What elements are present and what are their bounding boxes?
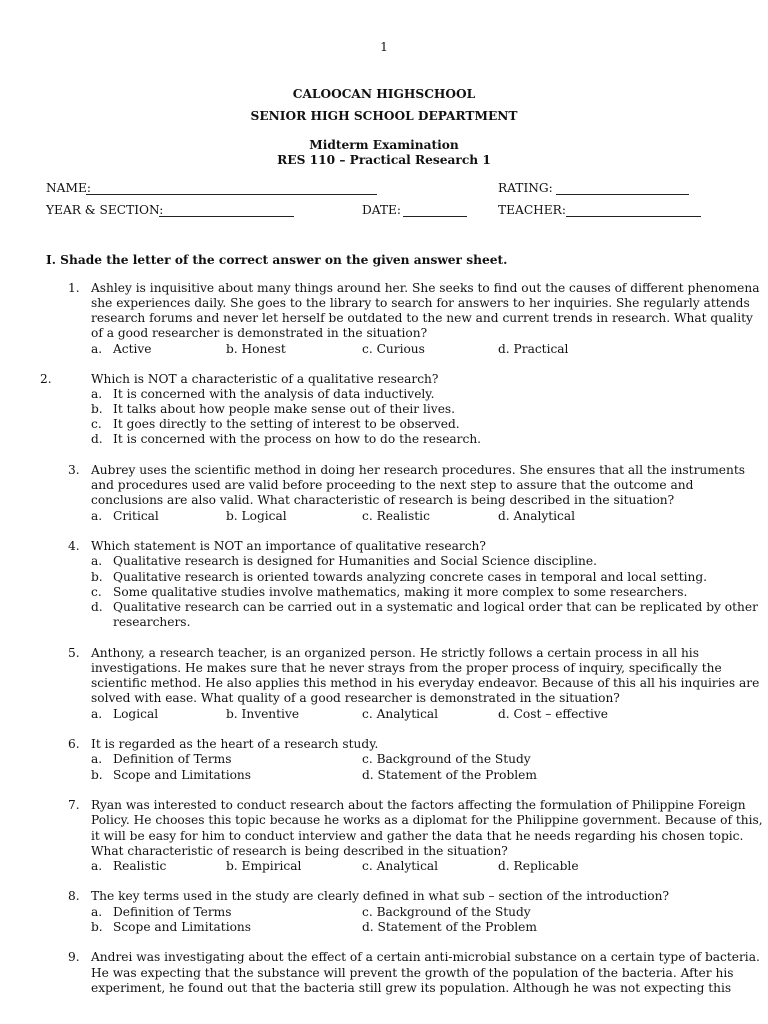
- date-label: DATE:: [362, 203, 402, 217]
- option-d: d. Analytical: [498, 509, 576, 523]
- option-b: It talks about how people make sense out of their lives.: [113, 402, 456, 416]
- option-a: Logical: [113, 707, 159, 721]
- option-d: d. Practical: [498, 342, 569, 356]
- exam-title: Midterm Examination: [309, 138, 459, 152]
- option-letter: a.: [91, 509, 103, 523]
- option-c: Some qualitative studies involve mathematics, making it more complex to some researchers.: [113, 585, 688, 599]
- department-name: SENIOR HIGH SCHOOL DEPARTMENT: [250, 109, 518, 123]
- option-a: Qualitative research is designed for Humanities and Social Science discipline.: [113, 554, 597, 568]
- option-d: It is concerned with the process on how to do the research.: [113, 432, 482, 446]
- option-d: d. Statement of the Problem: [362, 920, 537, 934]
- option-c: c. Realistic: [362, 509, 430, 523]
- teacher-label: TEACHER:: [498, 203, 566, 217]
- teacher-line[interactable]: [566, 216, 701, 217]
- option-a: It is concerned with the analysis of data inductively.: [113, 387, 435, 401]
- option-d: Qualitative research can be carried out in a systematic and logical order that can be replicated by other: [113, 600, 758, 614]
- option-b: b. Logical: [226, 509, 287, 523]
- option-letter: a.: [91, 707, 103, 721]
- option-a: Critical: [113, 509, 159, 523]
- date-line[interactable]: [403, 216, 467, 217]
- year-section-line[interactable]: [159, 216, 294, 217]
- option-b: Scope and Limitations: [113, 920, 252, 934]
- option-b: Scope and Limitations: [113, 768, 252, 782]
- option-b: b. Inventive: [226, 707, 300, 721]
- option-b: b. Empirical: [226, 859, 302, 873]
- option-a: Active: [113, 342, 152, 356]
- page-number: 1: [380, 40, 388, 54]
- option-d-continued: researchers.: [113, 615, 191, 629]
- option-c: It goes directly to the setting of interest to be observed.: [113, 417, 460, 431]
- instruction: I. Shade the letter of the correct answer on the given answer sheet.: [46, 253, 508, 267]
- option-a: Definition of Terms: [113, 752, 232, 766]
- option-a: Definition of Terms: [113, 905, 232, 919]
- option-d: d. Statement of the Problem: [362, 768, 537, 782]
- option-letter: a.: [91, 859, 103, 873]
- option-c: c. Background of the Study: [362, 752, 531, 766]
- exam-page: 1 CALOOCAN HIGHSCHOOL SENIOR HIGH SCHOOL DEPARTMENT Midterm Examination RES 110 – Practical Research 1 NAME: RATING: YEAR & SECTION: DATE: TEACHER: I. Shade the letter of the correct answer on the given answer sheet. 1. Ashley is inquisitive about many things around her. She seeks to find out the causes of different phenomena she experiences daily. She goes to the library to search for answers to her inquiries. She regularly attends research forums and never let herself be outdated to the new and current trends in research. What quality of a good researcher is demonstrated in the situation? a. Active b. Honest c. Curious d. Practical 2. Which is NOT a characteristic of a qualitative research? a. It is concerned with the analysis of data inductively. b. It talks about how people make sense out of their lives. c. It goes directly to the setting of interest to be observed. d. It is concerned with the process on how to do the research. 3. Aubrey uses the scientific method in doing her research procedures. She ensures that all the instruments and procedures used are valid before proceeding to the next step to assure that the outcome and conclusions are also valid. What characteristic of research is being described in the situation? a. Critical b. Logical c. Realistic d. Analytical 4. Which statement is NOT an importance of qualitative research? a. Qualitative research is designed for Humanities and Social Science discipline. b. Qualitative research is oriented towards analyzing concrete cases in temporal and local setting. c. Some qualitative studies involve mathematics, making it more complex to some researchers. d. Qualitative research can be carried out in a systematic and logical order that can be replicated by other researchers. 5. Anthony, a research teacher, is an organized person. He strictly follows a certain process in all his investigations. He makes sure that he never strays from the proper process of inquiry, specifically the scientific method. He also applies this method in his everyday endeavor. Because of this all his inquiries are solved with ease. What quality of a good researcher is demonstrated in the situation? a. Logical b. Inventive c. Analytical d. Cost – effective 6. It is regarded as the heart of a research study. a. Definition of Terms c. Background of the Study b. Scope and Limitations d. Statement of the Problem 7. Ryan was interested to conduct research about the factors affecting the formulation of Philippine Foreign Policy. He chooses this topic because he works as a diplomat for the Philippine government. Because of this, it will be easy for him to conduct interview and gather the data that he needs regarding his chosen topic. What characteristic of research is being described in the situation? a. Realistic b. Empirical c. Analytical d. Replicable 8. The key terms used in the study are clearly defined in what sub – section of the introduction? a. Definition of Terms c. Background of the Study b. Scope and Limitations d. Statement of the Problem 9. Andrei was investigating about the effect of a certain anti-microbial substance on a certain type of bacteria. He was expecting that the substance will prevent the growth of the population of the bacteria. After his experiment, he found out that the bacteria still grew its population. Although he was not expecting this: [0, 0, 768, 1024]
- name-label: NAME:: [46, 181, 91, 195]
- option-c: c. Curious: [362, 342, 425, 356]
- school-name: CALOOCAN HIGHSCHOOL: [292, 87, 476, 101]
- option-c: c. Background of the Study: [362, 905, 531, 919]
- rating-line[interactable]: [556, 194, 689, 195]
- option-b: Qualitative research is oriented towards analyzing concrete cases in temporal and local setting.: [113, 570, 708, 584]
- name-line[interactable]: [86, 194, 377, 195]
- course-title: RES 110 – Practical Research 1: [277, 153, 491, 167]
- option-b: b. Honest: [226, 342, 286, 356]
- option-d: d. Replicable: [498, 859, 579, 873]
- option-d: d. Cost – effective: [498, 707, 609, 721]
- year-section-label: YEAR & SECTION:: [46, 203, 164, 217]
- rating-label: RATING:: [498, 181, 553, 195]
- option-c: c. Analytical: [362, 859, 439, 873]
- option-letter: a.: [91, 342, 103, 356]
- option-c: c. Analytical: [362, 707, 439, 721]
- option-a: Realistic: [113, 859, 167, 873]
